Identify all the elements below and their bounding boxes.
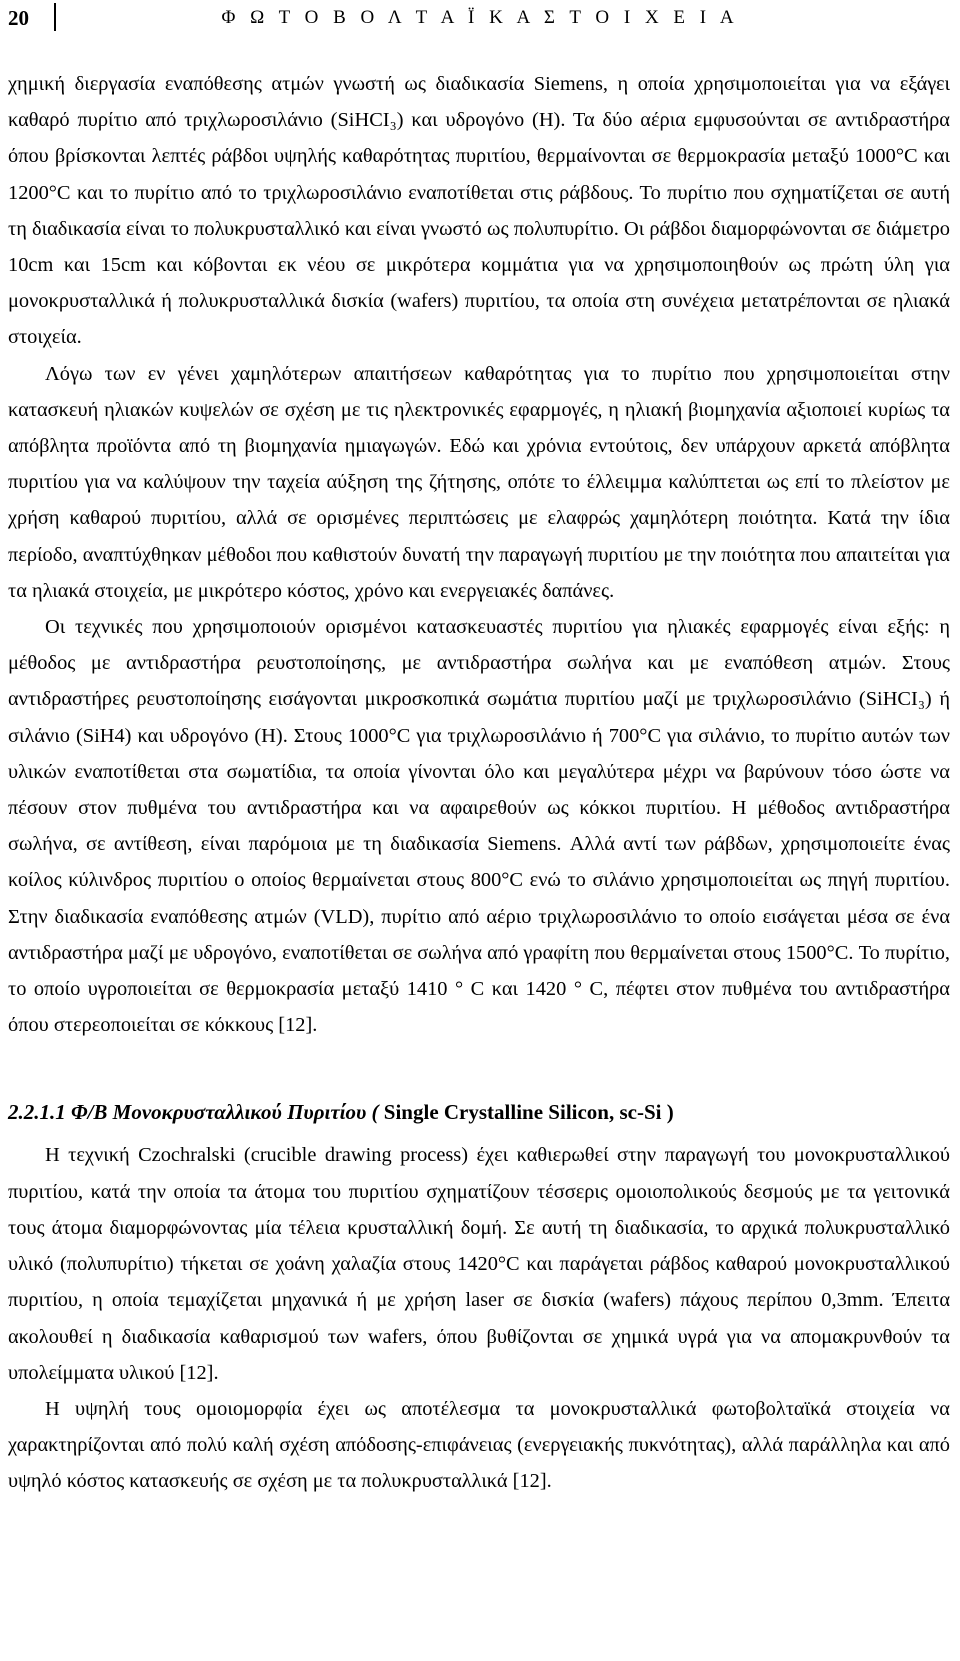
section-heading [8,1094,950,1130]
section-title-greek: Φ/Β Μονοκρυσταλλικού Πυριτίου ( [71,1100,379,1125]
paragraph: Λόγω των εν γένει χαμηλότερων απαιτήσεων καθαρότητας για το πυρίτιο που χρησιμοποιείται στην κατασκευή ηλιακών κυψελών σε σχέση με τις ηλεκτρονικές εφαρμογές, η ηλιακή βιομηχανία αξιοποιεί κυρίως τα απόβλητα προϊόντα από τη βιομηχανία ημιαγωγών. Εδώ και χρόνια εντούτοις, δεν υπάρχουν αρκετά απόβλητα πυριτίου για να καλύψουν την ταχεία αύξηση της ζήτησης, οπότε το έλλειμμα καλύπτεται ως επί το πλείστον με χρήση καθαρού πυριτίου, αλλά σε ορισμένες περιπτώσεις με ελαφρώς χαμηλότερη ποιότητα. Κατά την ίδια περίοδο, αναπτύχθηκαν μέθοδοι που καθιστούν δυνατή την παραγωγή πυριτίου με την ποιότητα που απαιτείται για τα ηλιακά στοιχεία, με μικρότερο κόστος, χρόνο και ενεργειακές δαπάνες. [8,362,950,602]
running-title: Φ Ω Τ Ο Β Ο Λ Τ Α Ϊ Κ Α Σ Τ Ο Ι Χ Ε Ι Α [221,7,739,28]
section-number: 2.2.1.1 [8,1100,66,1125]
section-title-english: Single Crystalline Silicon, sc-Si ) [383,1100,674,1125]
page-header [0,0,960,44]
paragraph: Η τεχνική Czochralski (crucible drawing process) έχει καθιερωθεί στην παραγωγή του μονοκρυσταλλικού πυριτίου, κατά την οποία τα άτομα του πυριτίου σχηματίζουν τέσσερις ομοιοπολικούς δεσμούς με τα γειτονικά τους άτομα διαμορφώνοντας μία τέλεια κρυσταλλική δομή. Σε αυτή τη διαδικασία, το αρχικά πολυκρυσταλλικό υλικό (πολυπυρίτιο) τήκεται σε χοάνη χαλαζία στους 1420°C και παράγεται ράβδος καθαρού μονοκρυσταλλικού πυριτίου, η οποία τεμαχίζεται μηχανικά ή με χρήση laser σε δισκία (wafers) πάχους περίπου 0,3mm. Έπειτα ακολουθεί η διαδικασία καθαρισμού των wafers, όπου βυθίζονται σε χημικά υγρά για να απομακρυνθούν τα υπολείμματα υλικού [12]. [8,1144,950,1384]
paragraph: Οι τεχνικές που χρησιμοποιούν ορισμένοι κατασκευαστές πυριτίου για ηλιακές εφαρμογές είναι εξής: η μέθοδος με αντιδραστήρα ρευστοποίησης, με αντιδραστήρα σωλήνα και με εναπόθεση ατμών. Στους αντιδραστήρες ρευστοποίησης εισάγονται μικροσκοπικά σωμάτια πυριτίου μαζί με τριχλωροσιλάνιο (SiHCI₃) ή σιλάνιο (SiH4) και υδρογόνο (Η). Στους 1000°C για τριχλωροσιλάνιο ή 700°C για σιλάνιο, το πυρίτιο αυτών των υλικών εναποτίθεται στα σωματίδια, τα οποία γίνονται όλο και μεγαλύτερα μέχρι να βαρύνουν τόσο ώστε να πέσουν στον πυθμένα του αντιδραστήρα και να αφαιρεθούν ως κόκκοι πυριτίου. Η μέθοδος αντιδραστήρα σωλήνα, σε αντίθεση, είναι παρόμοια με τη διαδικασία Siemens. Αλλά αντί των ράβδων, χρησιμοποιείτε ένας κοίλος κύλινδρος πυριτίου ο οποίος θερμαίνεται στους 800°C ενώ το σιλάνιο χρησιμοποιείται ως πηγή πυριτίου. Στην διαδικασία εναπόθεσης ατμών (VLD), πυρίτιο από αέριο τριχλωροσιλάνιο το οποίο εισάγεται μέσα σε ένα αντιδραστήρα μαζί με υδρογόνο, εναποτίθεται σε σωλήνα από γραφίτη που θερμαίνεται στους 1500°C. Το πυρίτιο, το οποίο υγροποιείται σε θερμοκρασία μεταξύ 1410 ° C και 1420 ° C, πέφτει στον πυθμένα του αντιδραστήρα όπου στερεοποιείται σε κόκκους [12]. [8,616,950,1037]
body-text [8,66,950,1500]
page-number: 20 [8,6,29,30]
paragraph: χημική διεργασία εναπόθεσης ατμών γνωστή ως διαδικασία Siemens, η οποία χρησιμοποιείται για να εξάγει καθαρό πυρίτιο από τριχλωροσιλάνιο (SiHCI₃) και υδρογόνο (Η). Τα δύο αέρια εμφυσούνται σε αντιδραστήρα όπου βρίσκονται λεπτές ράβδοι υψηλής καθαρότητας πυριτίου, θερμαίνονται σε θερμοκρασία μεταξύ 1000°C και 1200°C και το πυρίτιο από το τριχλωροσιλάνιο εναποτίθεται στις ράβδους. Το πυρίτιο που σχηματίζεται σε αυτή τη διαδικασία είναι το πολυκρυσταλλικό και είναι γνωστό ως πολυπυρίτιο. Οι ράβδοι διαμορφώνονται σε διάμετρο 10cm και 15cm και κόβονται εκ νέου σε μικρότερα κομμάτια για να χρησιμοποιηθούν ως πρώτη ύλη για μονοκρυσταλλικά ή πολυκρυσταλλικά δισκία (wafers) πυριτίου, τα οποία στη συνέχεια μετατρέπονται σε ηλιακά στοιχεία. [8,73,950,349]
paragraph: Η υψηλή τους ομοιομορφία έχει ως αποτέλεσμα τα μονοκρυσταλλικά φωτοβολταϊκά στοιχεία να χαρακτηρίζονται από πολύ καλή σχέση απόδοσης-επιφάνειας (ενεργειακής πυκνότητας), αλλά παράλληλα και από υψηλό κόστος κατασκευής σε σχέση με τα πολυκρυσταλλικά [12]. [8,1397,950,1493]
